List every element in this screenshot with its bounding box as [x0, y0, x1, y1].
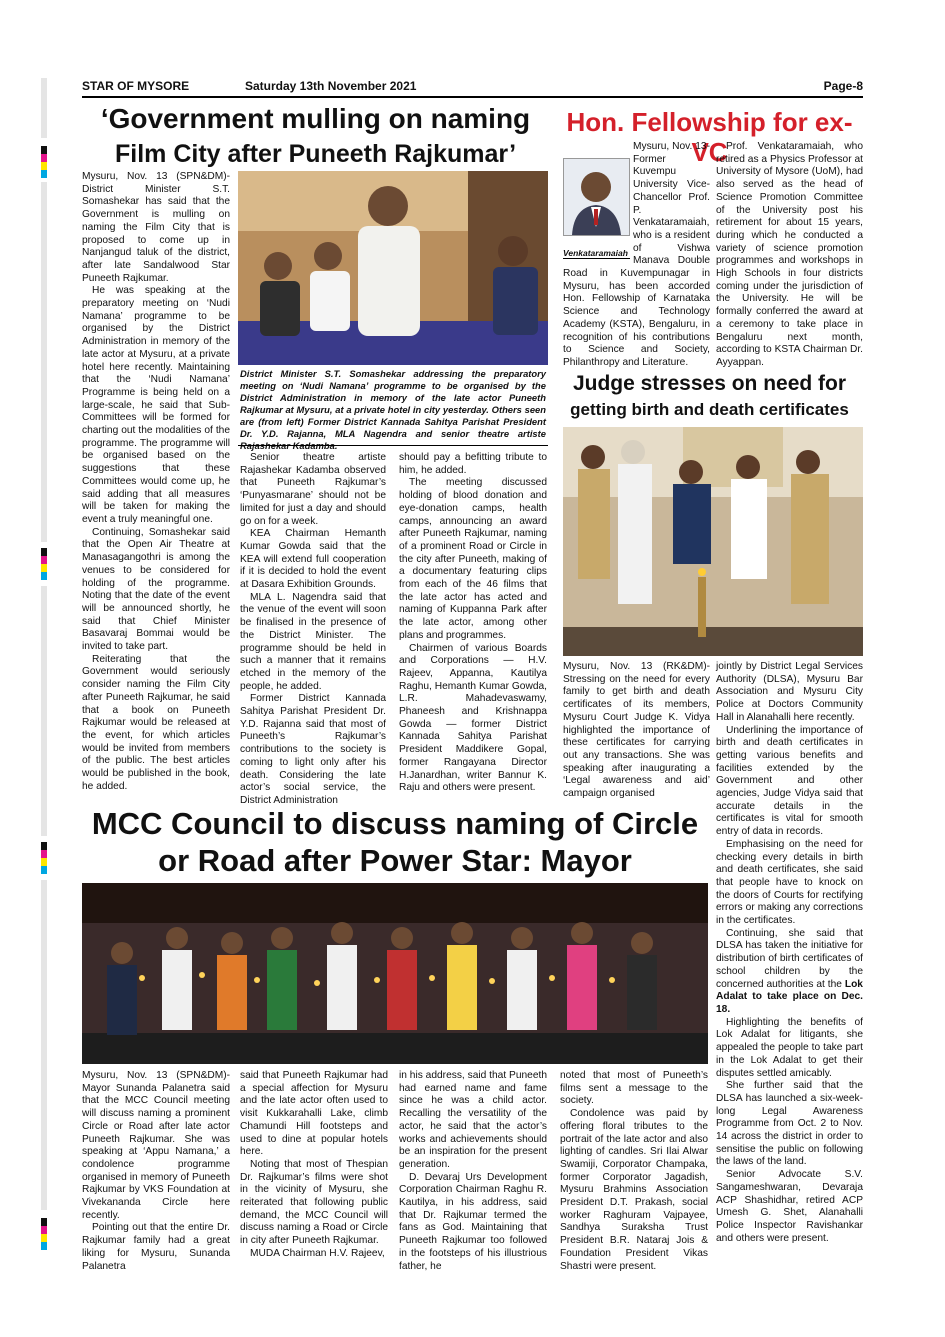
story4-column-1	[82, 1070, 230, 1272]
story2-column-2	[716, 141, 863, 368]
judge-lamp-lighting-photo	[563, 427, 863, 656]
paragraph: Former District Kannada Sahitya Parishat President Dr. Y.D. Rajanna said that most of Puneeth’s Rajkumar’s contributions to the society is coming to light only after his death. Considering the late actor’s social service, the District Administration	[240, 693, 386, 806]
paragraph: She further said that the DLSA has launched a six-week-long Legal Awareness Programme from Oct. 2 to Nov. 14 across the district in order to sensitise the public on following the laws of the land.	[716, 1080, 863, 1168]
paragraph: The meeting discussed holding of blood donation and eye-donation camps, health camps, announcing an award after Puneeth Rajkumar, naming of a prominent Road or Circle in the city after Puneeth, making of a documentary featuring clips from each of the 46 films that the late actor has acted and naming of Kuppanna Park after the late actor, among other plans and programmes.	[399, 477, 547, 641]
paragraph: MUDA Chairman H.V. Rajeev,	[250, 1247, 385, 1259]
paragraph: KEA Chairman Hemanth Kumar Gowda said that the KEA will extend full cooperation if it is decided to hold the event at Dasara Exhibition Grounds.	[240, 528, 386, 591]
paragraph: should pay a befitting tribute to him, he added.	[399, 452, 547, 476]
paragraph: said that Puneeth Rajkumar had a special affection for Mysuru and the late actor often used to visit Kukkarahalli Lake, climb Chamundi Hill footsteps and used to dine at popular hotels here.	[240, 1070, 388, 1158]
portrait-float-spacer	[563, 141, 633, 261]
story1-headline-line2: Film City after Puneeth Rajkumar’	[114, 140, 517, 168]
paragraph: noted that most of Puneeth’s films sent a message to the society.	[560, 1070, 708, 1107]
appu-namana-candle-photo	[82, 883, 708, 1064]
caption-rule	[238, 445, 548, 446]
paragraph: Mysuru, Nov. 13 (RK&DM)- Stressing on the need for every family to get birth and death certificates of its members, Mysuru Court Judge K. Vidya highlighted the importance of these certificates for carrying out any transactions. She was speaking after inaugurating a ‘Legal awareness and aid’ campaign organised	[563, 661, 710, 800]
masthead-rule	[82, 96, 863, 98]
story1-column-2	[240, 452, 386, 806]
meeting-photo-illustration	[238, 171, 548, 365]
story4-headline-line2: or Road after Power Star: Mayor	[158, 843, 632, 878]
paragraph: jointly by District Legal Services Authority (DLSA), Mysuru Bar Association and Mysuru City Police at Doctors Community Hall in Alanahalli here recently.	[716, 661, 863, 723]
story1-column-3	[399, 452, 547, 799]
candle-photo-illustration	[82, 883, 708, 1064]
story4-column-3	[399, 1070, 547, 1272]
somashekar-meeting-photo	[238, 171, 548, 365]
paragraph: He was speaking at the preparatory meeting on ‘Nudi Namana’ programme to be organised by the District Administration in memory of the late actor at Mysuru, at a private hotel here recently. Maintaining that the ‘Nudi Namana’ Programme is being held on a large-scale, he said that Sub-Committees will be formed for charting out the modalities of the programme. The programme will be organised based on the suggestions that these Committees would come up, he said adding that all measures will be taken for making the event a truly meaningful one.	[82, 285, 230, 525]
paragraph: D. Devaraj Urs Development Corporation Chairman Raghu R. Kautilya, in his address, said that Dr. Rajkumar termed the fans as God. Maintaining that Puneeth Rajkumar too followed in the footsteps of his illustrious father, he	[399, 1171, 547, 1272]
paragraph: Pointing out that the entire Dr. Rajkumar family had a great liking for Mysuru, Sunanda Palanetra	[82, 1222, 230, 1272]
paper-name: STAR OF MYSORE	[82, 79, 190, 93]
story1-photo-caption: District Minister S.T. Somashekar addressing the preparatory meeting on ‘Nudi Namana’ programme to be organised by the District Administration in memory of the late actor Puneeth Rajkumar at Mysuru, at a private hotel in city yesterday. Others seen are (from left) Former District Kannada Sahitya Parishat President Dr. Y.D. Rajanna, MLA Nagendra and senior theatre artiste	[240, 368, 546, 439]
paragraph: Noting that most of Thespian Dr. Rajkumar’s films were shot in the vicinity of Mysuru, she reiterated that following public demand, the MCC Council will discuss naming a Road or Circle in city after Puneeth Rajkumar.	[240, 1158, 388, 1247]
paragraph: Reiterating that the Government would seriously consider naming the Film City after Puneeth Rajkumar, he said that a book on Puneeth Rajkumar would be released at the event, for which articles would be invited from members of the public. The best articles would be published in the book, he added.	[82, 653, 230, 792]
paragraph: Mysuru, Nov. 13- Former Kuvempu University Vice-Chancellor Prof. P. Venkataramaiah, who is a resident of Vishwa Manava Double Road in Kuvempunagar in Mysuru, has been accorded Hon. Fellowship of Karnataka Science and Technology Academy (KSTA), Bengaluru, in recognition of his contributions to Science and Society, Philanthropy and Literature.	[563, 141, 710, 368]
lok-adalat-date: Lok Adalat to take place on Dec. 18.	[716, 978, 863, 1015]
story4-headline-line1: MCC Council to discuss naming of Circle	[91, 806, 699, 841]
paragraph: Mysuru, Nov. 13 (SPN&DM)- District Minister S.T. Somashekar has said that the Government is mulling on naming the Film City that is proposed to come up in Nanjangud taluk of the district, after late Sandalwood Star Puneeth Rajkumar.	[82, 171, 230, 284]
paragraph: Condolence was paid by offering floral tributes to the portrait of the late actor and also lighting of candles. Sri Ilai Alwar Swamiji, Corporator Champaka, former Corporator Jagadish, Mysuru Brahmins Association President D.T. Prakash, social worker Raghuram Vajpayee, Sandhya Suraksha Trust President B.R. Nataraj Jois & Foundation President Vikas Shastri were present.	[560, 1108, 708, 1272]
paragraph: Underlining the importance of birth and death certificates in getting various benefits and facilities extended by the Government and other agencies, Judge Vidya said that accurate details in the certificates is vital for smooth entry of data in records.	[716, 724, 863, 838]
paragraph: Continuing, she said that DLSA has taken the initiative for distribution of birth certificates of school children by the concerned authorities at the	[716, 927, 863, 990]
story3-headline-line1: Judge stresses on need for	[572, 372, 847, 395]
page-number: Page-8	[823, 79, 863, 93]
story3-headline-line2: getting birth and death certificates	[570, 400, 849, 419]
story3-column-2	[716, 661, 863, 1266]
story4-column-2	[240, 1070, 388, 1265]
story2-headline: Hon. Fellowship for ex-VC	[566, 107, 853, 167]
story1-column-1	[82, 171, 230, 799]
paragraph: Prof. Venkataramaiah, who retired as a Physics Professor at University of Mysore (UoM), had also served as the head of Science Promotion Committee of the University post his retirement for about 15 years, during which he conducted a variety of science promotion programmes and workshops in High Schools in four districts coming under the jurisdiction of the University. He will be formally conferred the award at a ceremony to take place in Bengaluru next month, according to KSTA Chairman Dr. Ayyappan.	[716, 141, 863, 368]
paragraph: Senior Advocate S.V. Sangameshwaran, Devaraja ACP Shashidhar, retired ACP Umesh G. Shet, Alanahalli Police Inspector Ravishankar and others were present.	[716, 1169, 863, 1244]
paragraph: Chairmen of various Boards and Corporations — H.V. Rajeev, Appanna, Kautilya Raghu, Hemanth Kumar Gowda, L.R. Mahadevaswamy, Phaneesh and Krishnappa Gowda — former District Kannada Sahitya Parishat President Maddikere Gopal, former Rangayana Director H.Janardhan, writer Bannur K. Raju and others were present.	[399, 642, 547, 794]
issue-date: Saturday 13th November 2021	[245, 79, 417, 93]
paragraph: in his address, said that Puneeth had earned name and fame since he was a child actor. Recalling the versatility of the actor, he said that the actor’s works and achievements should be an inspiration for the present generation.	[399, 1070, 547, 1170]
paragraph: Mysuru, Nov. 13 (SPN&DM)- Mayor Sunanda Palanetra said that the MCC Council meeting will discuss naming a prominent Circle or Road after late actor Puneeth Rajkumar. She was speaking at ‘Appu Namana,’ a condolence programme organised in memory of Puneeth Rajkumar by VKS Foundation at Vivekananda Circle here recently.	[82, 1070, 230, 1221]
paragraph: Continuing, Somashekar said that the Open Air Theatre at Manasagangothri is among the venues to be considered for holding of the programme. Noting that the date of the event will be announced shortly, he said that Chief Minister Basavaraj Bommai would be invited to take part.	[82, 526, 230, 653]
masthead	[82, 78, 863, 94]
paragraph: MLA L. Nagendra said that the venue of the event will soon be finalised in the presence of the District Minister. The programme should be held in such a manner that it remains etched in the memory of the people, he added.	[240, 591, 386, 692]
story3-column-1	[563, 661, 710, 801]
portrait-label: Venkataramaiah	[563, 248, 630, 259]
lamp-photo-illustration	[563, 427, 863, 656]
story4-column-4	[560, 1070, 708, 1272]
paragraph: Highlighting the benefits of Lok Adalat for litigants, she appealed the people to take part in the Lok Adalat to get their disputes settled amicably.	[716, 1016, 863, 1079]
story2-column-1	[563, 141, 710, 368]
story1-headline-line1: ‘Government mulling on naming	[100, 103, 531, 134]
paragraph: Senior theatre artiste Rajashekar Kadamba observed that Puneeth Rajkumar’s ‘Punyasmarane’ should not be limited for just a day and should go on for a week.	[240, 452, 386, 527]
paragraph: Emphasising on the need for checking every details in birth and death certificates, she said that people have to knock on the doors of Courts for rectifying errors or making any corrections in the certificates.	[716, 838, 863, 927]
